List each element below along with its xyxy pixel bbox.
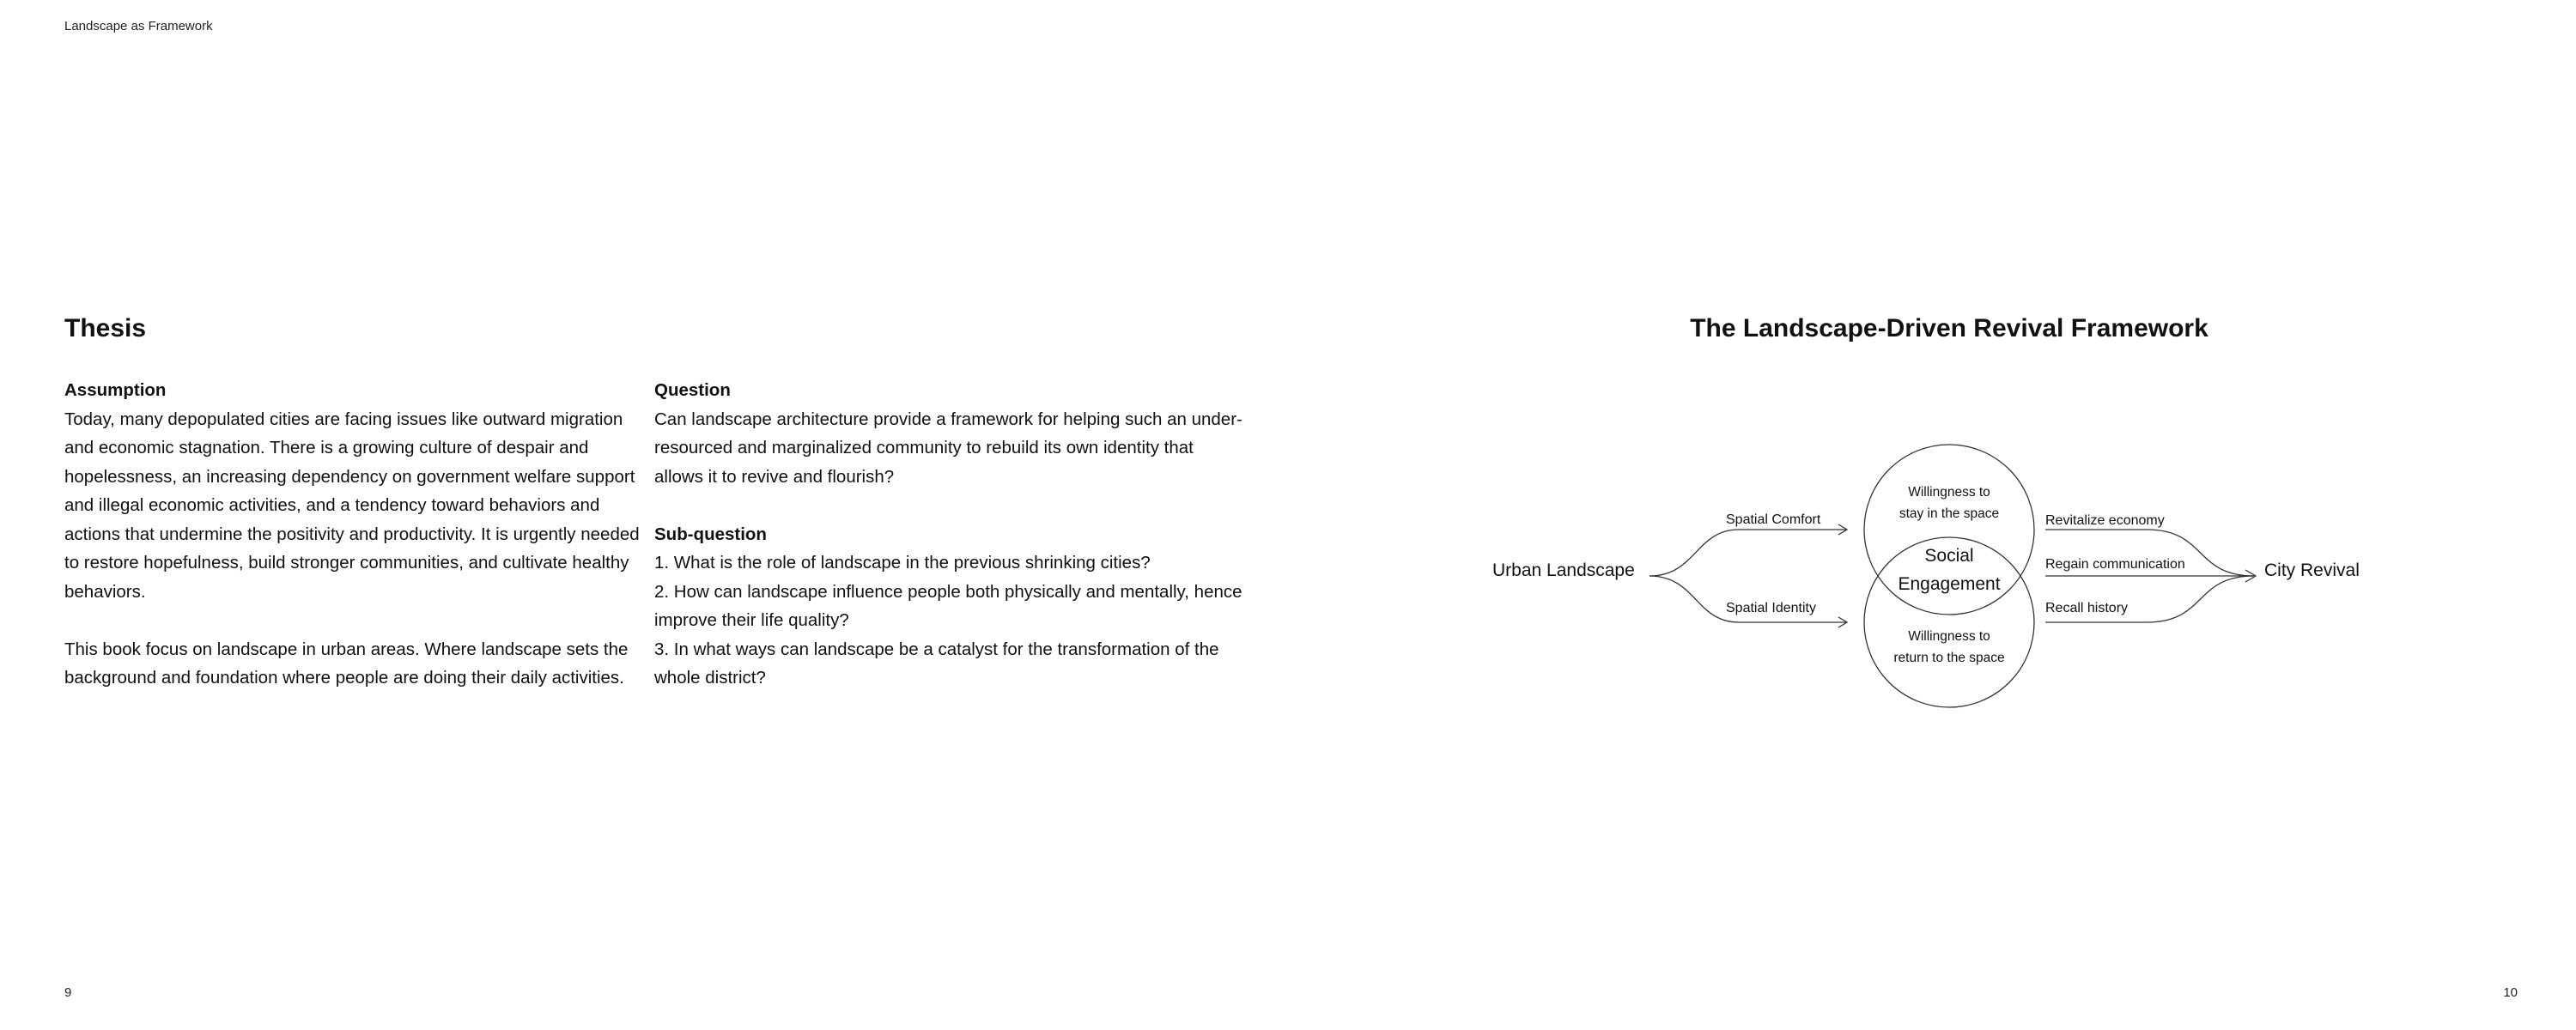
framework-input-label: Urban Landscape [1492, 560, 1635, 580]
subquestion-item-3: 3. In what ways can landscape be a catalyst for the transformation of the whole district? [654, 639, 1219, 688]
branch-label-spatial-comfort: Spatial Comfort [1726, 512, 1821, 527]
top-circle-label-line-1: Willingness to [1908, 485, 1990, 500]
bottom-circle-label-line-1: Willingness to [1908, 629, 1990, 644]
subquestion-heading: Sub-question [654, 524, 767, 544]
branch-label-revitalize-economy: Revitalize economy [2045, 513, 2165, 528]
question-heading: Question [654, 380, 731, 400]
framework-title: The Landscape-Driven Revival Framework [1690, 314, 2208, 342]
running-header: Landscape as Framework [64, 19, 213, 33]
subquestion-item-2: 2. How can landscape influence people both physically and mentally, hence improve their life quality? [654, 581, 1242, 630]
framework-output-label: City Revival [2264, 560, 2360, 580]
bottom-circle-label-line-2: return to the space [1893, 651, 2005, 665]
branch-label-regain-communication: Regain communication [2045, 557, 2185, 572]
page-number-right: 10 [2503, 985, 2518, 1000]
assumption-paragraph-1: Today, many depopulated cities are facing issues like outward migration and economic stagnation. There is a growing culture of despair and hopelessness, an increasing dependency on government welfare support and illegal economic activities, and a tendency toward behaviors and actions that undermine the positivity and productivity. It is urgently needed to restore hopefulness, build stronger communities, and cultivate healthy behaviors. [64, 409, 640, 602]
assumption-paragraph-2: This book focus on landscape in urban areas. Where landscape sets the background and foundation where people are doing their daily activities. [64, 639, 629, 688]
subquestion-item-1: 1. What is the role of landscape in the previous shrinking cities? [654, 553, 1151, 573]
social-engagement-label-line-2: Engagement [1898, 574, 2001, 594]
branch-label-spatial-identity: Spatial Identity [1726, 601, 1816, 615]
question-text: Can landscape architecture provide a framework for helping such an under-resourced and marginalized community to rebuild its own identity that allows it to revive and flourish? [654, 409, 1242, 487]
thesis-title: Thesis [64, 314, 147, 342]
top-circle-label-line-2: stay in the space [1899, 506, 2000, 521]
branch-line-spatial-comfort [1649, 530, 1846, 576]
page-number-left: 9 [64, 985, 72, 1000]
branch-label-recall-history: Recall history [2045, 601, 2129, 615]
social-engagement-label-line-1: Social [1924, 546, 1974, 566]
assumption-heading: Assumption [64, 380, 167, 400]
